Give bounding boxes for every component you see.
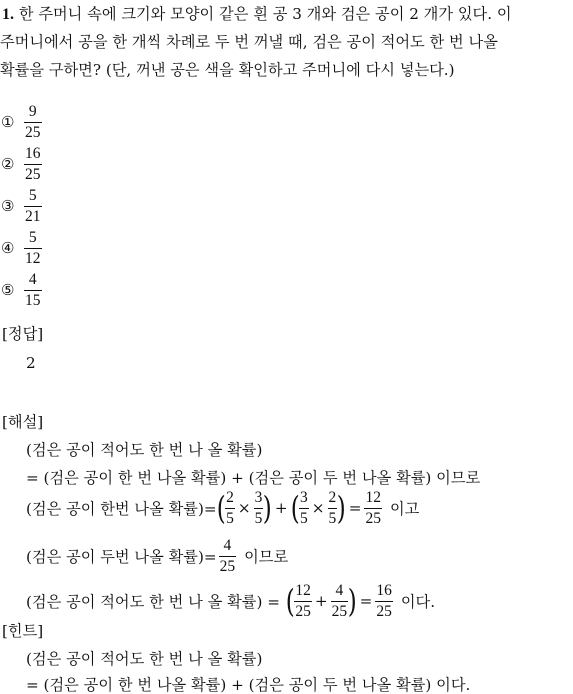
explanation-line-4-prefix: (검은 공이 두번 나올 확률)= — [26, 547, 217, 566]
denominator: 25 — [331, 602, 348, 620]
fraction — [331, 583, 349, 619]
left-paren: ( — [290, 489, 300, 527]
fraction — [364, 490, 382, 526]
question-line-2: 주머니에서 공을 한 개씩 차례로 두 번 꺼낼 때, 검은 공이 적어도 한 번 나올 — [0, 33, 498, 51]
numerator: 16 — [24, 146, 42, 165]
denominator: 5 — [254, 509, 263, 527]
denominator: 5 — [328, 509, 337, 527]
numerator: 3 — [299, 490, 309, 509]
question-number: 1. — [2, 6, 14, 23]
numerator: 4 — [219, 538, 237, 557]
explanation-line-5-prefix: (검은 공이 적어도 한 번 나 올 확률) = — [26, 592, 280, 611]
hint-line-2: = (검은 공이 한 번 나올 확률) + (검은 공이 두 번 나올 확률) 이다. — [26, 676, 471, 694]
answer-value: 2 — [26, 354, 36, 372]
equals-sign: = — [348, 499, 362, 517]
choice-mark: ⑤ — [1, 281, 15, 299]
denominator: 25 — [25, 165, 41, 183]
answer-header: [정답] — [2, 325, 44, 343]
denominator: 25 — [295, 602, 311, 620]
denominator: 25 — [365, 509, 381, 527]
right-paren: ) — [337, 489, 347, 527]
left-paren: ( — [216, 489, 226, 527]
choice-mark: ④ — [1, 239, 15, 257]
explanation-line-5-suffix: 이다. — [400, 592, 436, 611]
denominator: 25 — [25, 123, 41, 141]
numerator: 12 — [364, 490, 382, 509]
numerator: 2 — [328, 490, 338, 509]
denominator: 25 — [219, 557, 236, 575]
numerator: 5 — [24, 230, 42, 249]
denominator: 21 — [25, 207, 41, 225]
denominator: 15 — [25, 291, 41, 309]
choice-mark: ② — [1, 155, 15, 173]
numerator: 4 — [331, 583, 349, 602]
numerator: 12 — [294, 583, 312, 602]
plus-sign: + — [274, 499, 288, 517]
times-sign: × — [311, 499, 325, 517]
times-sign: × — [237, 499, 251, 517]
fraction — [225, 490, 235, 526]
explanation-line-5 — [26, 579, 435, 623]
hint-line-1: (검은 공이 적어도 한 번 나 올 확률) — [26, 650, 263, 668]
numerator: 4 — [24, 272, 42, 291]
choice-fraction — [24, 146, 42, 182]
numerator: 9 — [24, 104, 42, 123]
fraction — [299, 490, 309, 526]
numerator: 2 — [225, 490, 235, 509]
numerator: 5 — [24, 188, 42, 207]
denominator: 5 — [300, 509, 308, 527]
hint-header: [힌트] — [2, 622, 44, 640]
choice-fraction — [24, 188, 42, 224]
explanation-header: [해설] — [2, 413, 44, 431]
explanation-line-1: (검은 공이 적어도 한 번 나 올 확률) — [26, 441, 263, 459]
explanation-line-3-prefix: (검은 공이 한번 나올 확률)= — [26, 499, 217, 518]
question-text-1: 한 주머니 속에 크기와 모양이 같은 흰 공 3 개와 검은 공이 2 개가 있다. 이 — [18, 5, 512, 23]
numerator: 16 — [375, 583, 393, 602]
explanation-line-4 — [26, 534, 288, 578]
choice-fraction — [24, 104, 42, 140]
equals-sign: = — [359, 592, 373, 610]
explanation-line-2: = (검은 공이 한 번 나올 확률) + (검은 공이 두 번 나올 확률) 이므로 — [26, 469, 481, 487]
choice-mark: ① — [1, 113, 15, 131]
question-line-1 — [2, 7, 512, 23]
choice-fraction — [24, 230, 42, 266]
fraction — [294, 583, 312, 619]
numerator: 3 — [254, 490, 264, 509]
left-paren: ( — [285, 582, 295, 620]
plus-sign: + — [314, 592, 328, 610]
denominator: 25 — [376, 602, 392, 620]
question-line-3: 확률을 구하면? (단, 꺼낸 공은 색을 확인하고 주머니에 다시 넣는다.) — [0, 61, 455, 79]
fraction — [219, 538, 237, 574]
denominator: 5 — [226, 509, 234, 527]
explanation-line-3-suffix: 이고 — [389, 499, 420, 518]
denominator: 12 — [25, 249, 41, 267]
explanation-line-3 — [26, 486, 419, 530]
choice-mark: ③ — [1, 197, 15, 215]
fraction — [375, 583, 393, 619]
right-paren: ) — [263, 489, 273, 527]
right-paren: ) — [347, 582, 357, 620]
explanation-line-4-suffix: 이므로 — [244, 547, 289, 566]
choice-fraction — [24, 272, 42, 308]
